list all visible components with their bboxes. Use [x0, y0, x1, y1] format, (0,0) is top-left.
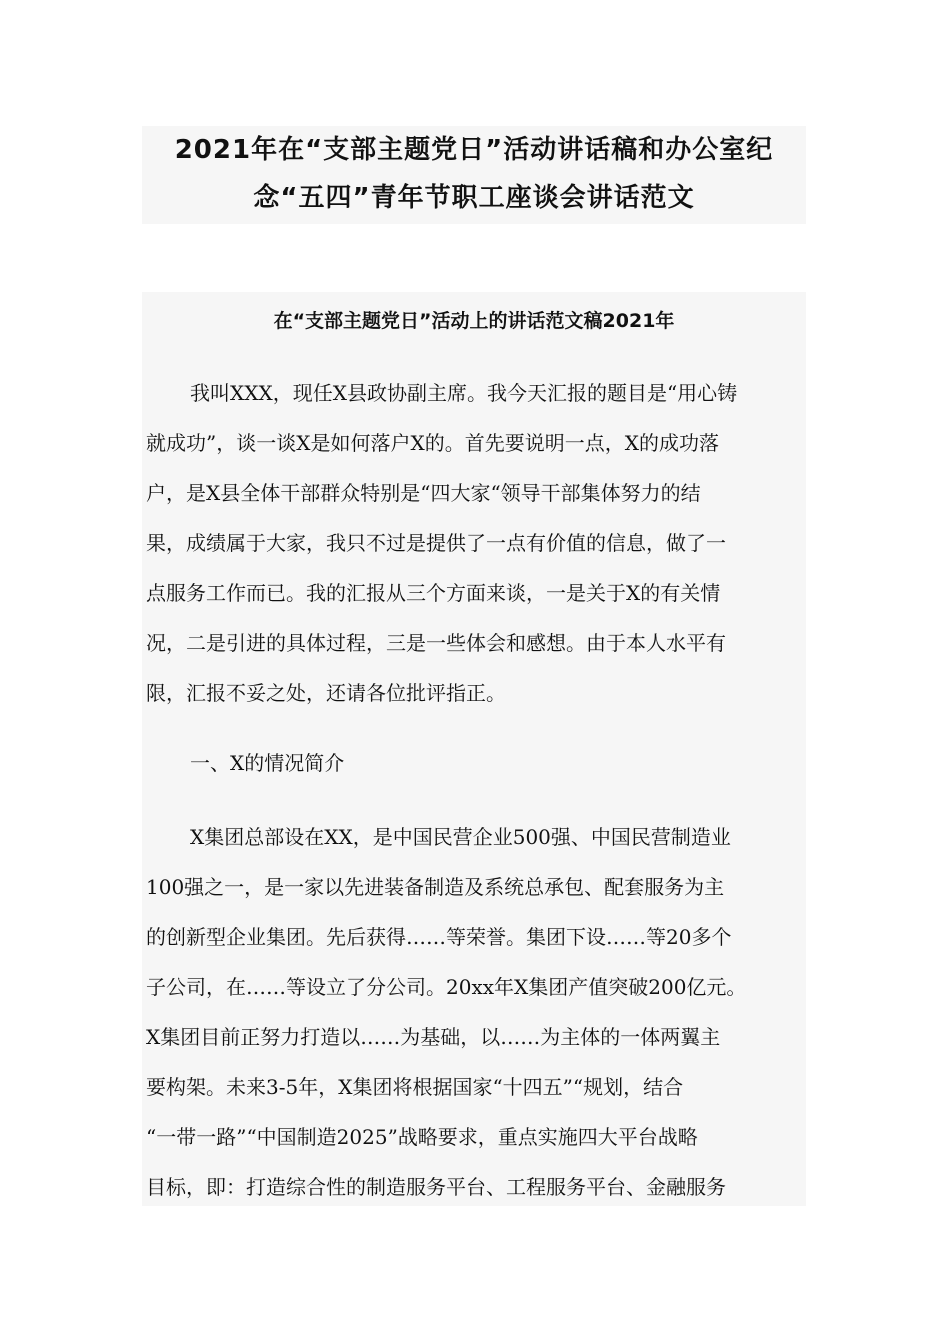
title-line-1: 2021年在“支部主题党日”活动讲话稿和办公室纪 [174, 135, 774, 165]
paragraph-line: 我叫XXX，现任X县政协副主席。我今天汇报的题目是“用心铸 [190, 381, 738, 405]
paragraph-line: 的创新型企业集团。先后获得……等荣誉。集团下设……等20多个 [146, 925, 732, 949]
section-heading-text: 一、X的情况简介 [190, 751, 345, 775]
paragraph-line: 限，汇报不妥之处，还请各位批评指正。 [146, 681, 506, 705]
paragraph-line: 要构架。未来3-5年，X集团将根据国家“十四五”“规划，结合 [146, 1075, 684, 1099]
paragraph-line: 况，二是引进的具体过程，三是一些体会和感想。由于本人水平有 [146, 631, 726, 655]
paragraph-line: 100强之一，是一家以先进装备制造及系统总承包、配套服务为主 [146, 875, 725, 899]
speech-subtitle: 在“支部主题党日”活动上的讲话范文稿2021年 [273, 310, 675, 332]
paragraph-line: 果，成绩属于大家，我只不过是提供了一点有价值的信息，做了一 [146, 531, 726, 555]
paragraph-line: 户，是X县全体干部群众特别是“四大家“领导干部集体努力的结 [146, 481, 701, 505]
paragraph-line: 目标，即：打造综合性的制造服务平台、工程服务平台、金融服务 [146, 1175, 726, 1199]
paragraph-line: 就成功”，谈一谈X是如何落户X的。首先要说明一点，X的成功落 [146, 431, 719, 455]
document-body [142, 292, 806, 1206]
paragraph-line: X集团目前正努力打造以……为基础，以……为主体的一体两翼主 [146, 1025, 721, 1049]
paragraph-company [146, 812, 806, 1212]
paragraph-line: X集团总部设在XX，是中国民营企业500强、中国民营制造业 [190, 825, 731, 849]
paragraph-line: “一带一路”“中国制造2025”战略要求，重点实施四大平台战略 [146, 1125, 698, 1149]
document-title [142, 126, 806, 224]
paragraph-intro [146, 368, 806, 718]
paragraph-line: 点服务工作而已。我的汇报从三个方面来谈，一是关于X的有关情 [146, 581, 721, 605]
section-heading [146, 738, 806, 788]
paragraph-line: 子公司，在……等设立了分公司。20xx年X集团产值突破200亿元。 [146, 975, 747, 999]
title-line-2: 念“五四”青年节职工座谈会讲话范文 [253, 183, 695, 213]
